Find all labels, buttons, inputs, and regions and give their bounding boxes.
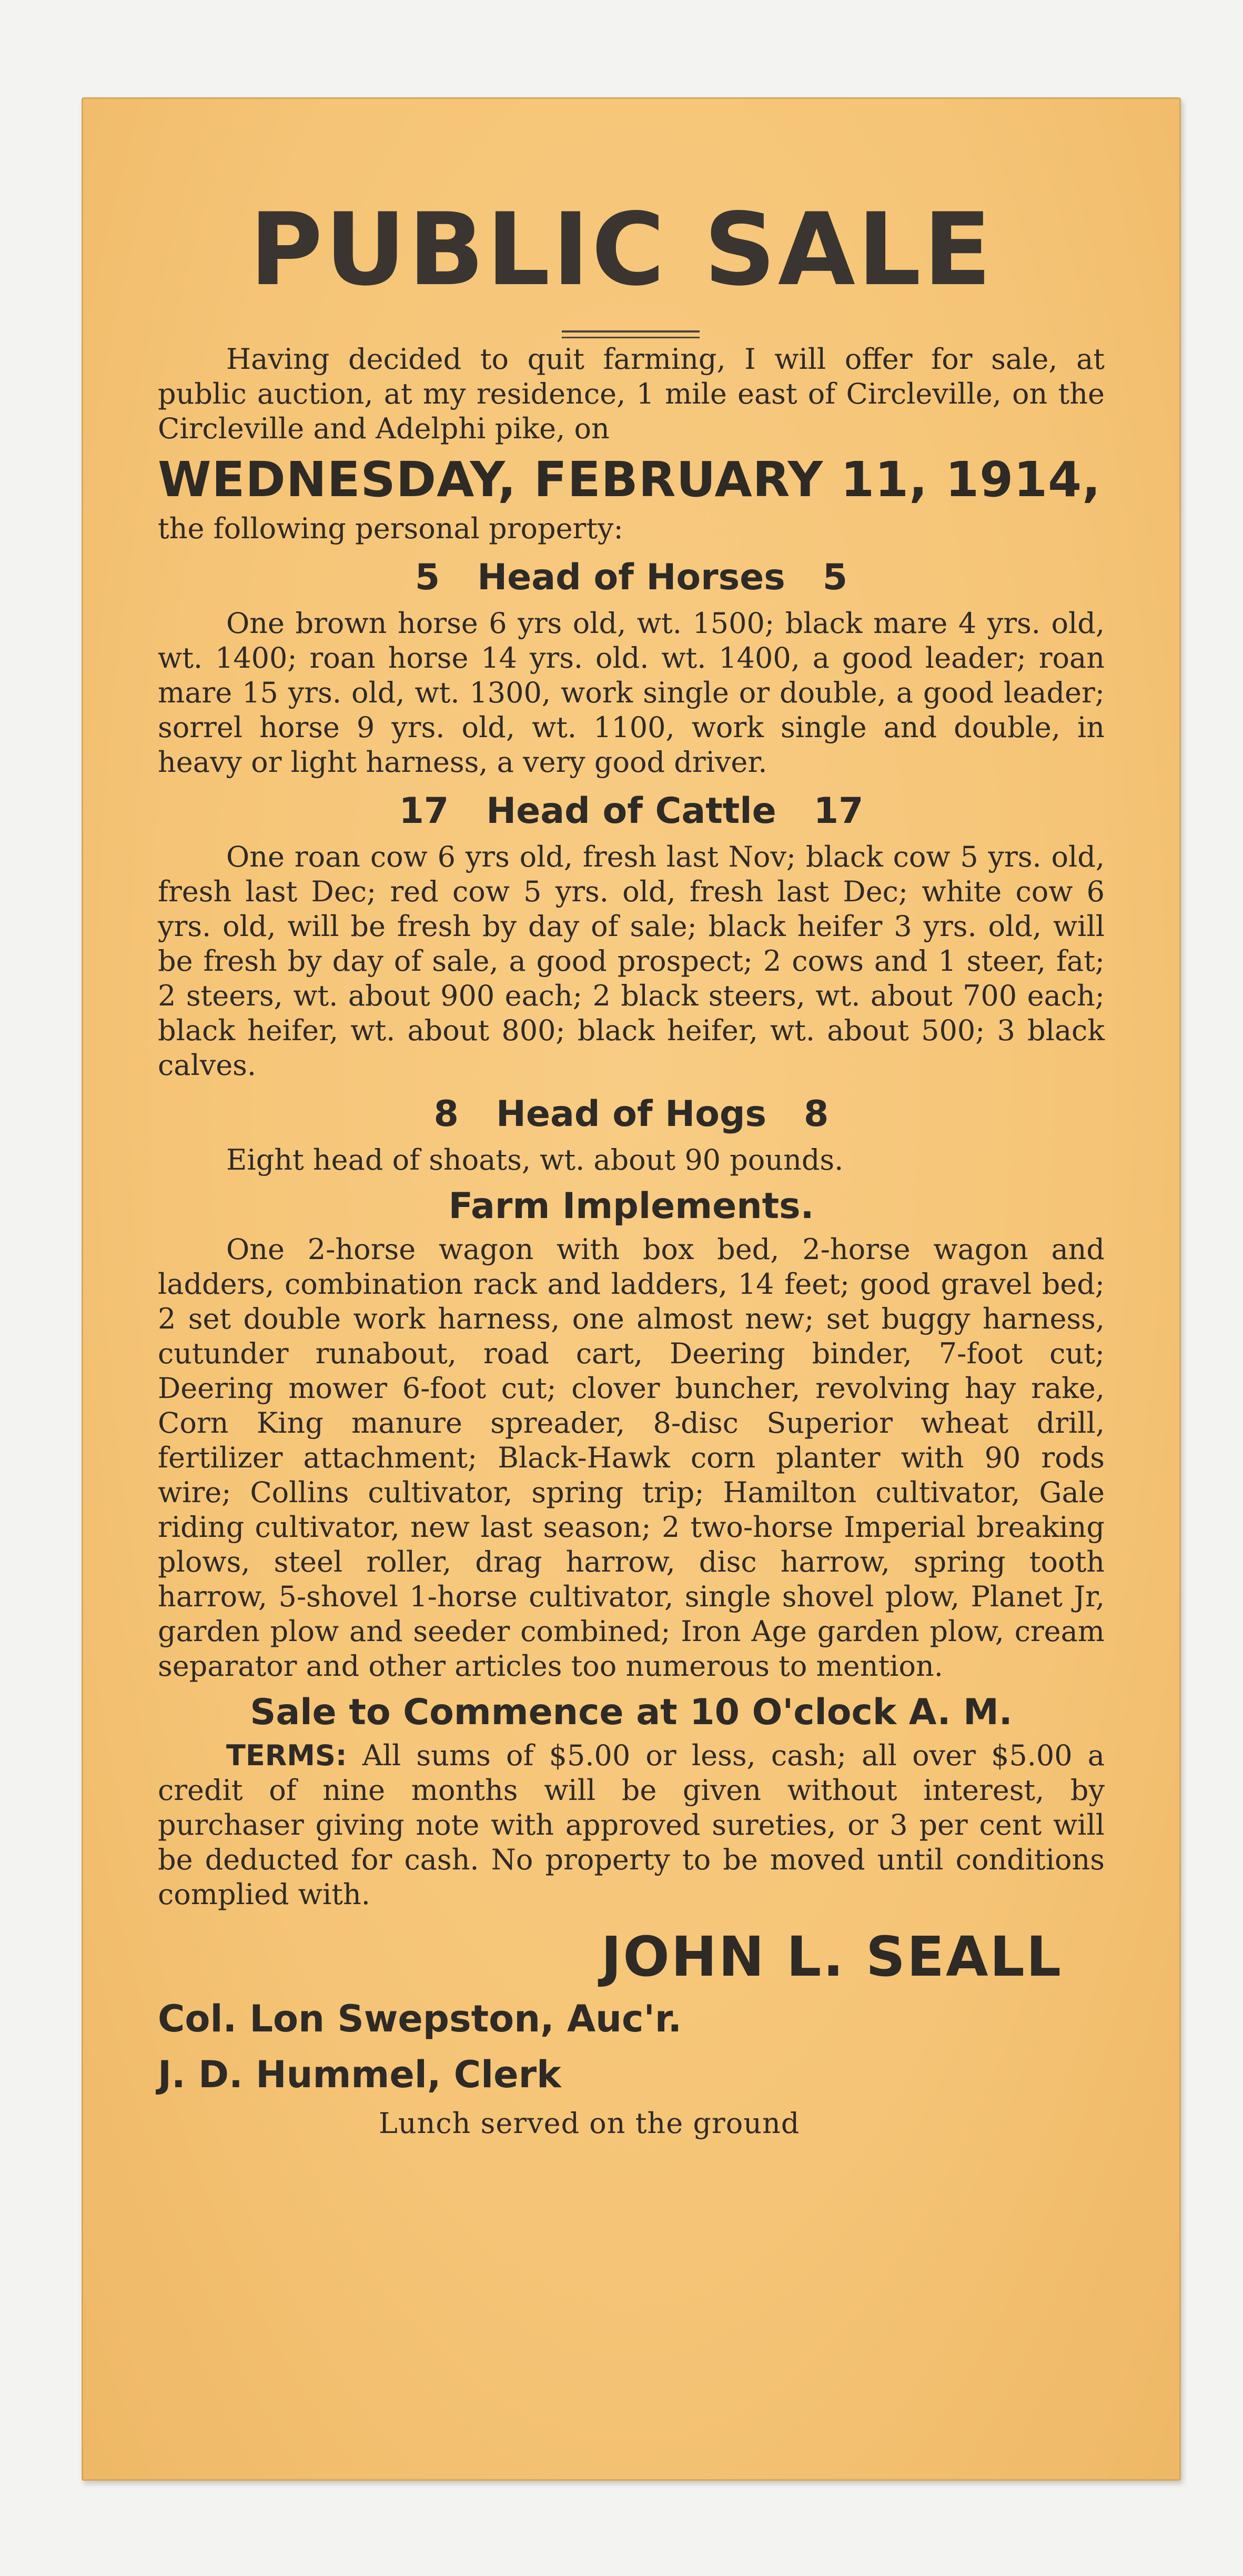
implements-heading: Farm Implements. <box>448 1185 814 1227</box>
terms-paragraph <box>158 1738 1105 1912</box>
horses-description: One brown horse 6 yrs old, wt. 1500; black mare 4 yrs. old, wt. 1400; roan horse 14 yrs. old. wt. 1400, a good leader; roan mare 15 yrs. old, wt. 1300, work single or double, a good leader; sorrel horse 9 yrs. old, wt. 1100, work single and double, in heavy or light harness, a very good driver. <box>158 607 1105 779</box>
title-divider <box>562 330 700 333</box>
intro-paragraph: Having decided to quit farming, I will offer for sale, at public auction, at my residence, 1 mile east of Circleville, on the Circleville and Adelphi pike, on <box>158 343 1105 445</box>
bill-body <box>158 342 1105 2145</box>
lead-line: the following personal property: <box>158 512 623 545</box>
cattle-description: One roan cow 6 yrs old, fresh last Nov; black cow 5 yrs. old, fresh last Dec; red cow 5 yrs. old, fresh last Dec; white cow 6 yrs. old, will be fresh by day of sale; black heifer 3 yrs. old, will be fresh by day of sale, a good prospect; 2 cows and 1 steer, fat; 2 steers, wt. about 900 each; 2 black steers, wt. about 700 each; black heifer, wt. about 800; black heifer, wt. about 500; 3 black calves. <box>158 840 1105 1082</box>
horses-heading: 5 Head of Horses 5 <box>415 557 848 598</box>
commence-time: Sale to Commence at 10 O'clock A. M. <box>250 1692 1013 1733</box>
owner-name: JOHN L. SEALL <box>601 1925 1063 1989</box>
lunch-note: Lunch served on the ground <box>379 2107 800 2140</box>
clerk-name: J. D. Hummel, Clerk <box>158 2053 561 2096</box>
hogs-heading: 8 Head of Hogs 8 <box>433 1093 829 1135</box>
terms-text: All sums of $5.00 or less, cash; all over $5.00 a credit of nine months will be given without interest, by purchaser giving note with approved sureties, or 3 per cent will be deducted for cash. No property to be moved until conditions complied with. <box>158 1739 1105 1911</box>
title-divider-lower <box>562 337 700 338</box>
implements-description: One 2-horse wagon with box bed, 2-horse wagon and ladders, combination rack and ladders, 14 feet; good gravel bed; 2 set double work harness, one almost new; set buggy harness, cutunder runabout, road cart, Deering binder, 7-foot cut; Deering mower 6-foot cut; clover buncher, revolving hay rake, Corn King manure spreader, 8-disc Superior wheat drill, fertilizer attachment; Black-Hawk corn planter with 90 rods wire; Collins cultivator, spring trip; Hamilton cultivator, Gale riding cultivator, new last season; 2 two-horse Imperial breaking plows, steel roller, drag harrow, disc harrow, spring tooth harrow, 5-shovel 1-horse cultivator, single shovel plow, Planet Jr, garden plow and seeder combined; Iron Age garden plow, cream separator and other articles too numerous to mention. <box>158 1233 1105 1683</box>
page-title: PUBLIC SALE <box>249 192 994 308</box>
terms-label: TERMS: <box>226 1739 347 1772</box>
hogs-description: Eight head of shoats, wt. about 90 pounds. <box>226 1143 844 1176</box>
auctioneer-name: Col. Lon Swepston, Auc'r. <box>158 1997 682 2040</box>
sale-date: WEDNESDAY, FEBRUARY 11, 1914, <box>158 451 1101 508</box>
cattle-heading: 17 Head of Cattle 17 <box>399 790 864 832</box>
